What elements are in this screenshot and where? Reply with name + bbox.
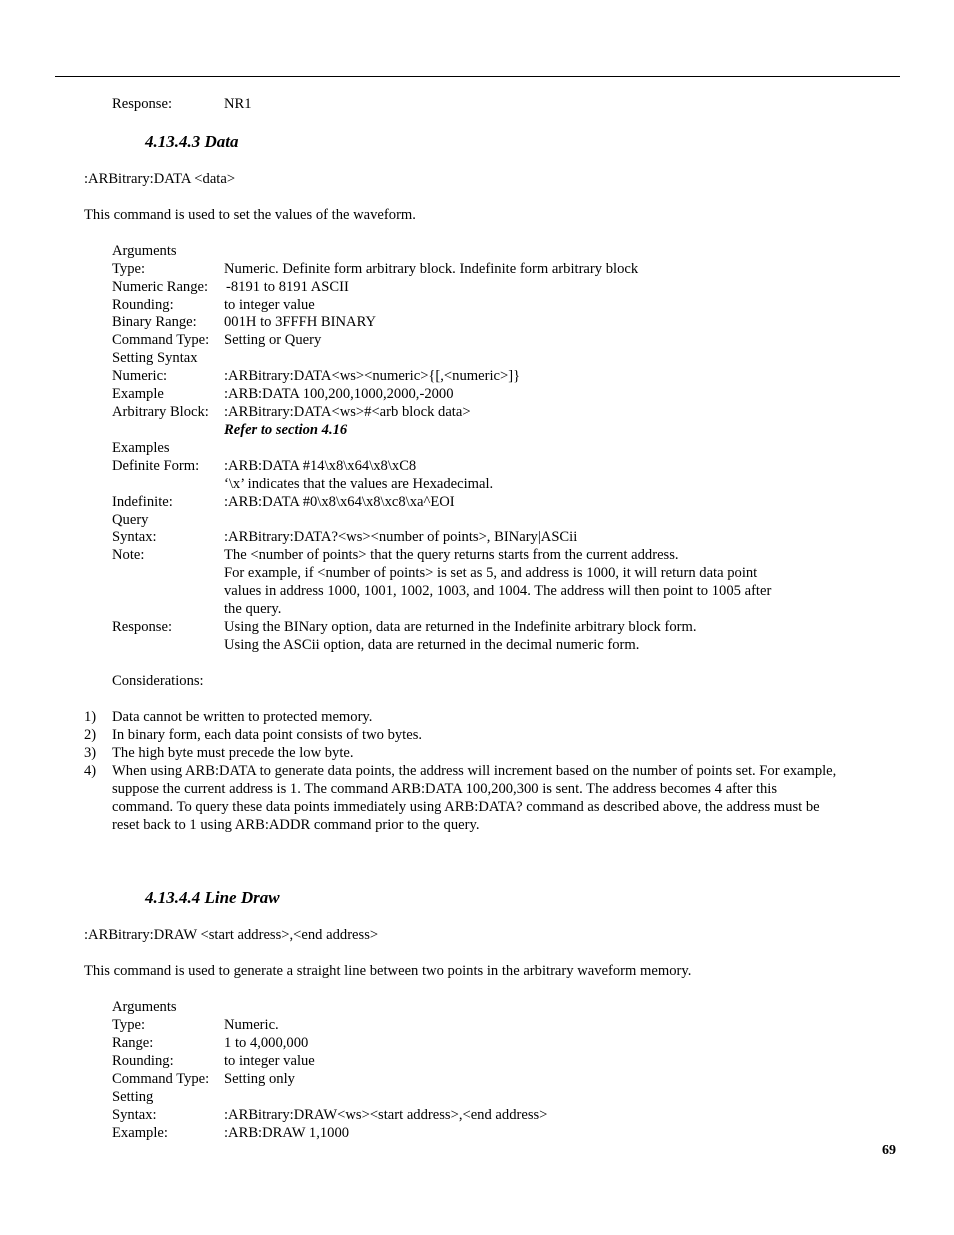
draw-rounding-value: to integer value — [224, 1053, 315, 1069]
draw-syntax-value: :ARBitrary:DRAW<ws><start address>,<end address> — [224, 1107, 548, 1123]
rounding-label: Rounding: — [112, 297, 174, 313]
header-rule — [55, 76, 900, 77]
note-line: The <number of points> that the query returns starts from the current address. — [224, 547, 679, 563]
example-label: Example — [112, 386, 164, 402]
data-command: :ARBitrary:DATA <data> — [84, 171, 236, 187]
arbitrary-block-value: :ARBitrary:DATA<ws>#<arb block data> — [224, 404, 471, 420]
definite-form-value: :ARB:DATA #14\x8\x64\x8\xC8 — [224, 458, 417, 474]
draw-range-value: 1 to 4,000,000 — [224, 1035, 309, 1051]
section-heading-data: 4.13.4.3 Data — [145, 132, 239, 151]
list-item-text: When using ARB:DATA to generate data points, the address will increment based on the number of points set. For example, — [112, 763, 837, 779]
draw-description: This command is used to generate a straight line between two points in the arbitrary waveform memory. — [84, 963, 692, 979]
list-item-text: suppose the current address is 1. The command ARB:DATA 100,200,300 is sent. The address becomes 4 after this — [112, 781, 778, 797]
response-value: NR1 — [224, 96, 252, 112]
refer-section-note: Refer to section 4.16 — [224, 422, 348, 438]
draw-example-value: :ARB:DRAW 1,1000 — [224, 1125, 350, 1141]
example-value: :ARB:DATA 100,200,1000,2000,-2000 — [224, 386, 454, 402]
syntax-value: :ARBitrary:DATA?<ws><number of points>, BINary|ASCii — [224, 529, 578, 545]
note-line: For example, if <number of points> is set as 5, and address is 1000, it will return data point — [224, 565, 758, 581]
numeric-range-value: -8191 to 8191 ASCII — [226, 279, 349, 295]
draw-setting-heading: Setting — [112, 1089, 154, 1105]
section-heading-line-draw: 4.13.4.4 Line Draw — [145, 888, 280, 907]
draw-command-type-label: Command Type: — [112, 1071, 210, 1087]
note-line: the query. — [224, 601, 282, 617]
hex-note: ‘\x’ indicates that the values are Hexadecimal. — [224, 476, 494, 492]
indefinite-label: Indefinite: — [112, 494, 173, 510]
data-description: This command is used to set the values of the waveform. — [84, 207, 416, 223]
list-item-number: 4) — [84, 763, 97, 779]
setting-syntax-heading: Setting Syntax — [112, 350, 198, 366]
list-item-text: reset back to 1 using ARB:ADDR command prior to the query. — [112, 817, 480, 833]
list-item-number: 2) — [84, 727, 97, 743]
draw-command-type-value: Setting only — [224, 1071, 295, 1087]
query-heading: Query — [112, 512, 149, 528]
draw-rounding-label: Rounding: — [112, 1053, 174, 1069]
type-value: Numeric. Definite form arbitrary block. Indefinite form arbitrary block — [224, 261, 639, 277]
list-item-text: The high byte must precede the low byte. — [112, 745, 354, 761]
rounding-value: to integer value — [224, 297, 315, 313]
page-number: 69 — [882, 1143, 896, 1158]
response-label: Response: — [112, 96, 172, 112]
list-item-number: 1) — [84, 709, 97, 725]
syntax-label: Syntax: — [112, 529, 157, 545]
draw-arguments-heading: Arguments — [112, 999, 177, 1015]
query-response-line: Using the BINary option, data are returned in the Indefinite arbitrary block form. — [224, 619, 697, 635]
draw-example-label: Example: — [112, 1125, 168, 1141]
binary-range-value: 001H to 3FFFH BINARY — [224, 314, 377, 330]
list-item-text: In binary form, each data point consists of two bytes. — [112, 727, 423, 743]
query-response-label: Response: — [112, 619, 172, 635]
list-item-text: Data cannot be written to protected memory. — [112, 709, 373, 725]
type-label: Type: — [112, 261, 146, 277]
definite-form-label: Definite Form: — [112, 458, 200, 474]
note-label: Note: — [112, 547, 145, 563]
draw-type-value: Numeric. — [224, 1017, 279, 1033]
draw-range-label: Range: — [112, 1035, 154, 1051]
numeric-range-label: Numeric Range: — [112, 279, 209, 295]
list-item-number: 3) — [84, 745, 97, 761]
numeric-label: Numeric: — [112, 368, 168, 384]
list-item-text: command. To query these data points immediately using ARB:DATA? command as described above, the address must be — [112, 799, 820, 815]
command-type-value: Setting or Query — [224, 332, 322, 348]
draw-type-label: Type: — [112, 1017, 146, 1033]
numeric-value: :ARBitrary:DATA<ws><numeric>{[,<numeric>]} — [224, 368, 521, 384]
query-response-line: Using the ASCii option, data are returned in the decimal numeric form. — [224, 637, 640, 653]
draw-syntax-label: Syntax: — [112, 1107, 157, 1123]
note-line: values in address 1000, 1001, 1002, 1003, and 1004. The address will then point to 1005 after — [224, 583, 772, 599]
command-type-label: Command Type: — [112, 332, 210, 348]
arbitrary-block-label: Arbitrary Block: — [112, 404, 209, 420]
considerations-heading: Considerations: — [112, 673, 204, 689]
examples-heading: Examples — [112, 440, 170, 456]
binary-range-label: Binary Range: — [112, 314, 197, 330]
arguments-heading: Arguments — [112, 243, 177, 259]
draw-command: :ARBitrary:DRAW <start address>,<end address> — [84, 927, 379, 943]
indefinite-value: :ARB:DATA #0\x8\x64\x8\xc8\xa^EOI — [224, 494, 455, 510]
